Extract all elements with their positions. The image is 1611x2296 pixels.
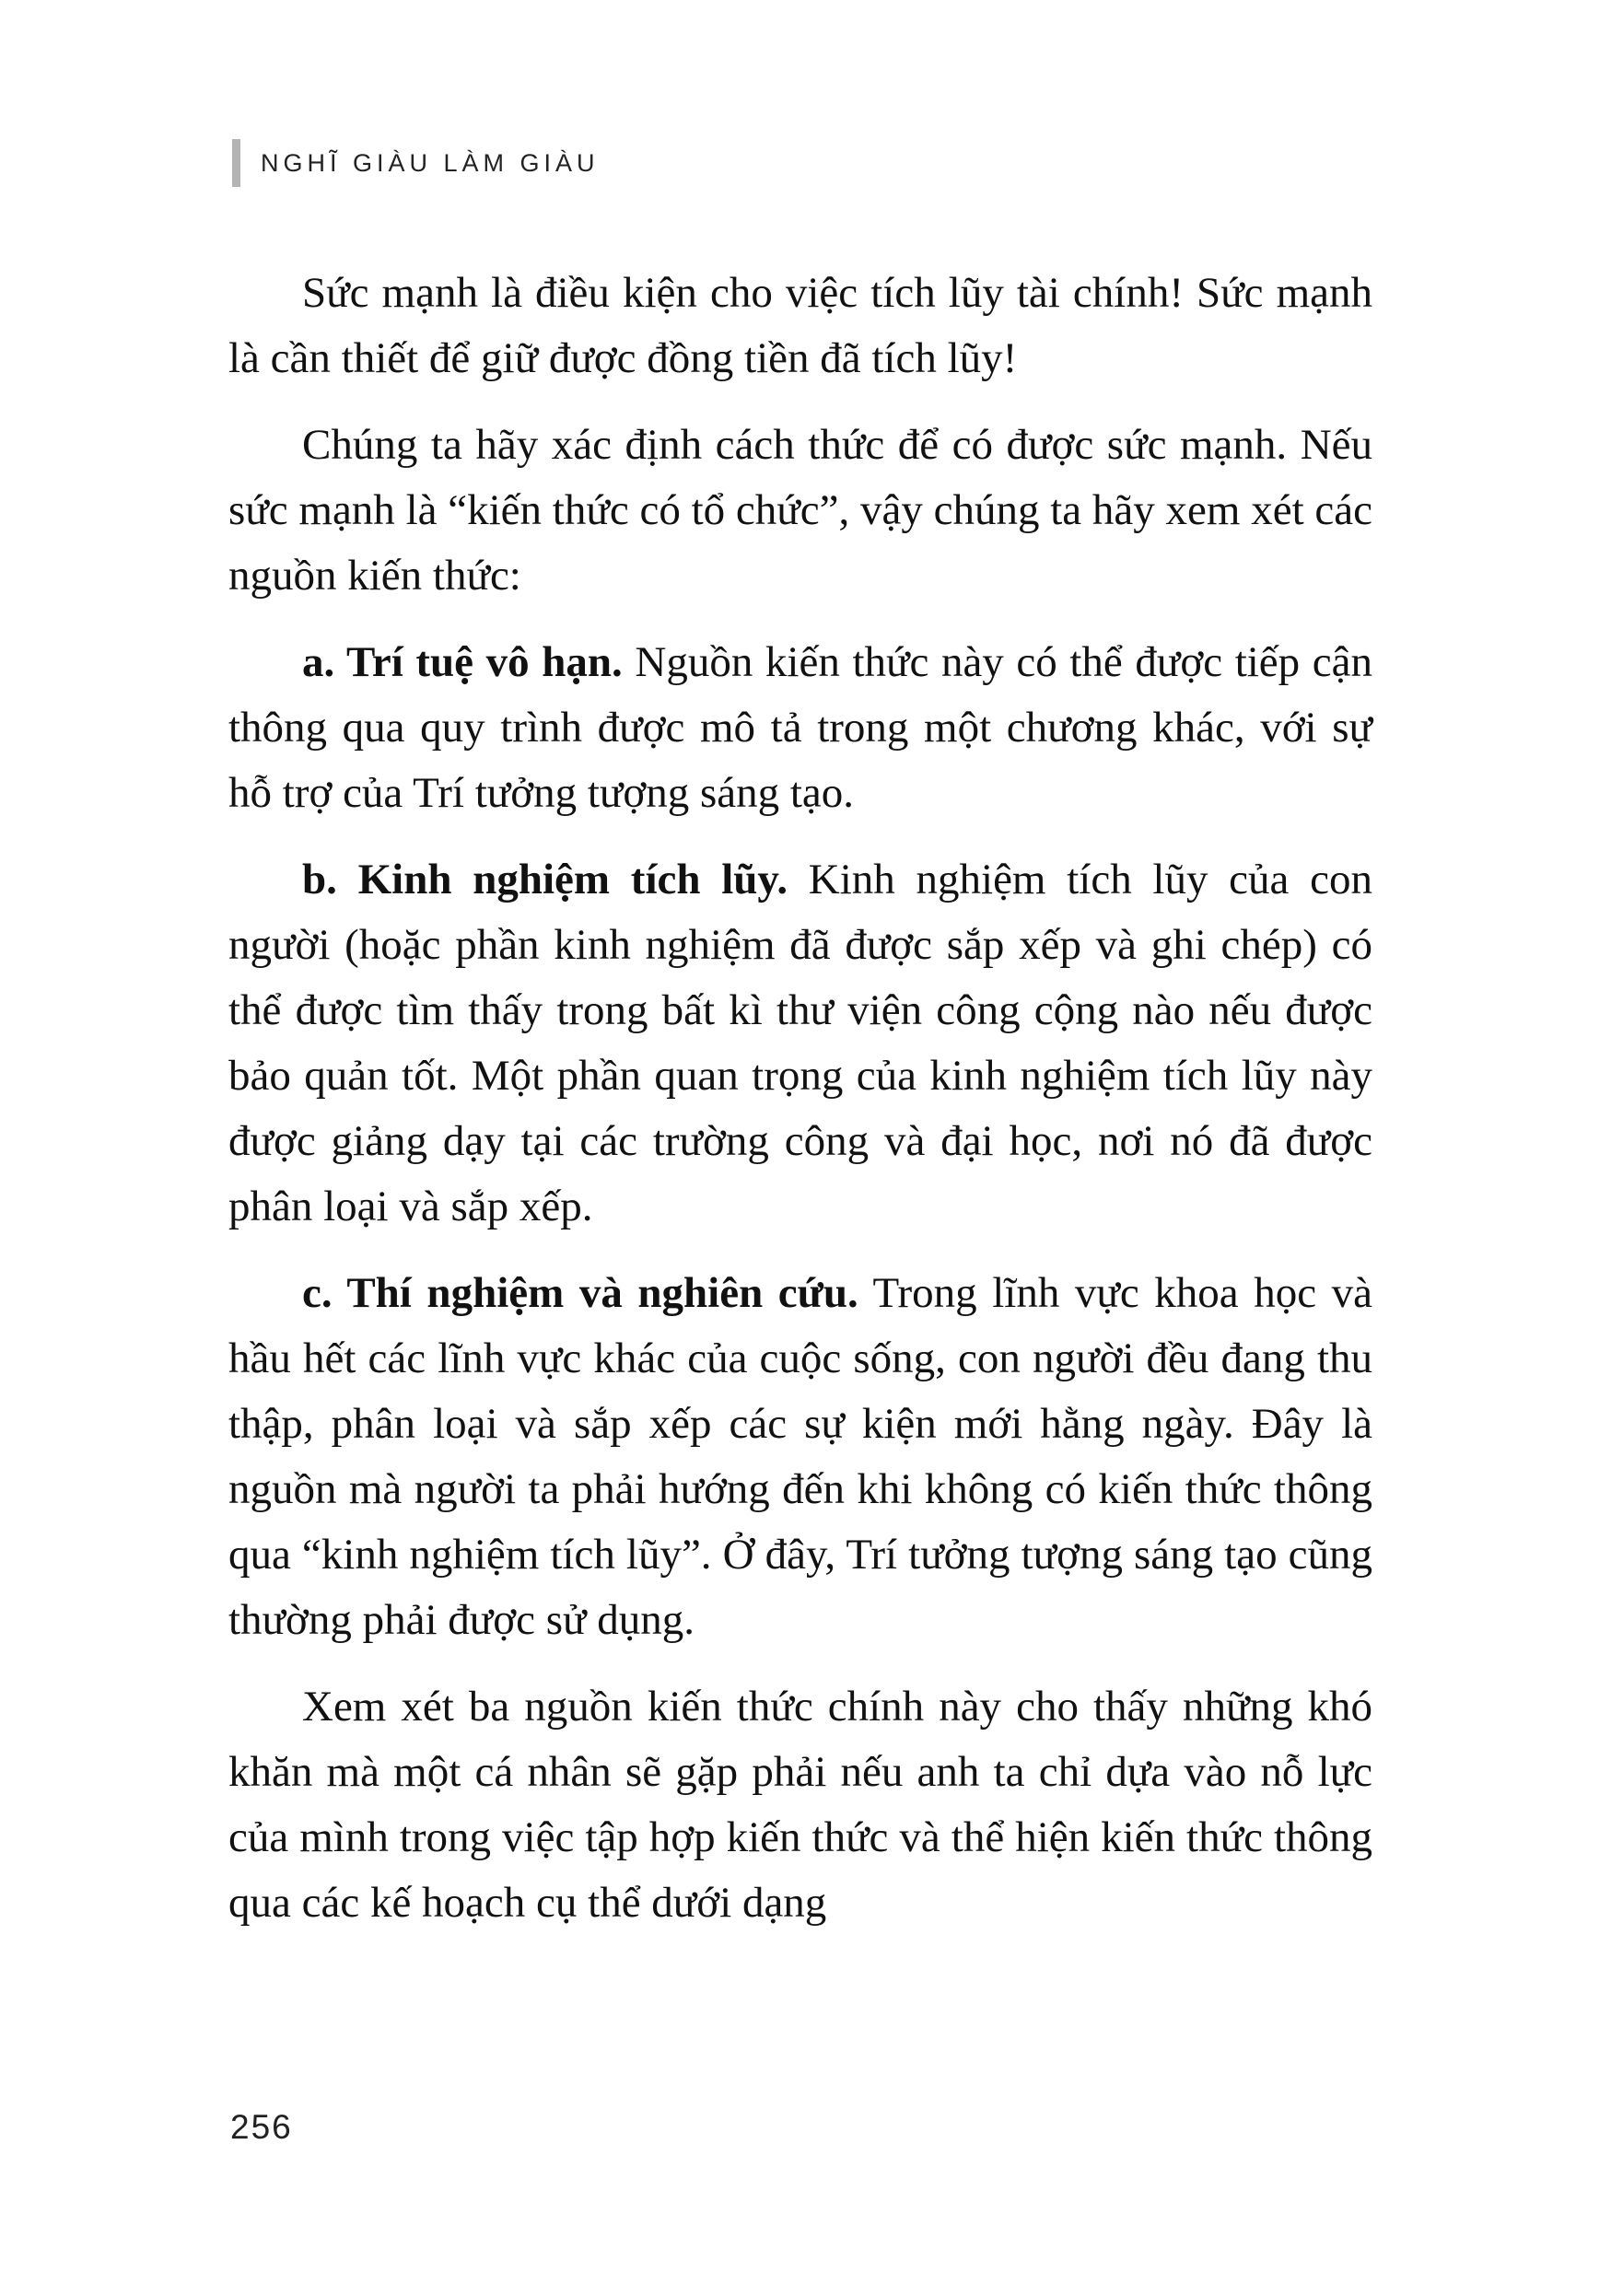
paragraph xyxy=(228,1674,1372,1936)
page-number: 256 xyxy=(230,2108,293,2146)
book-title: NGHĨ GIÀU LÀM GIÀU xyxy=(261,148,600,177)
running-header xyxy=(232,139,600,187)
paragraph-text: Xem xét ba nguồn kiến thức chính này cho thấy những khó khăn mà một cá nhân sẽ gặp phải nếu anh ta chỉ dựa vào nỗ lực của mình trong việc tập hợp kiến thức và thể hiện kiến thức thông qua các kế hoạch cụ thể dưới dạng xyxy=(228,1683,1372,1927)
paragraph-lead: a. Trí tuệ vô hạn. xyxy=(302,638,623,686)
paragraph-text: Chúng ta hãy xác định cách thức để có được sức mạnh. Nếu sức mạnh là “kiến thức có tổ chức”, vậy chúng ta hãy xem xét các nguồn kiến thức: xyxy=(228,421,1372,600)
paragraph-text: Trong lĩnh vực khoa học và hầu hết các lĩnh vực khác của cuộc sống, con người đều đang thu thập, phân loại và sắp xếp các sự kiện mới hằng ngày. Đây là nguồn mà người ta phải hướng đến khi không có kiến thức thông qua “kinh nghiệm tích lũy”. Ở đây, Trí tưởng tượng sáng tạo cũng thường phải được sử dụng. xyxy=(228,1269,1372,1644)
paragraph-lead: b. Kinh nghiệm tích lũy. xyxy=(302,856,788,903)
paragraph-text: Nguồn kiến thức này có thể được tiếp cận thông qua quy trình được mô tả trong một chương khác, với sự hỗ trợ của Trí tưởng tượng sáng tạo. xyxy=(228,638,1372,817)
header-accent-bar xyxy=(232,139,240,187)
paragraph xyxy=(228,630,1372,826)
paragraph xyxy=(228,413,1372,609)
paragraph-text: Sức mạnh là điều kiện cho việc tích lũy tài chính! Sức mạnh là cần thiết để giữ được đồng tiền đã tích lũy! xyxy=(228,269,1372,382)
paragraph xyxy=(228,261,1372,391)
paragraph xyxy=(228,1261,1372,1653)
paragraph-lead: c. Thí nghiệm và nghiên cứu. xyxy=(302,1269,858,1317)
paragraph xyxy=(228,847,1372,1240)
page-body xyxy=(228,261,1372,1957)
paragraph-text: Kinh nghiệm tích lũy của con người (hoặc phần kinh nghiệm đã được sắp xếp và ghi chép) có thể được tìm thấy trong bất kì thư viện công cộng nào nếu được bảo quản tốt. Một phần quan trọng của kinh nghiệm tích lũy này được giảng dạy tại các trường công và đại học, nơi nó đã được phân loại và sắp xếp. xyxy=(228,856,1372,1230)
